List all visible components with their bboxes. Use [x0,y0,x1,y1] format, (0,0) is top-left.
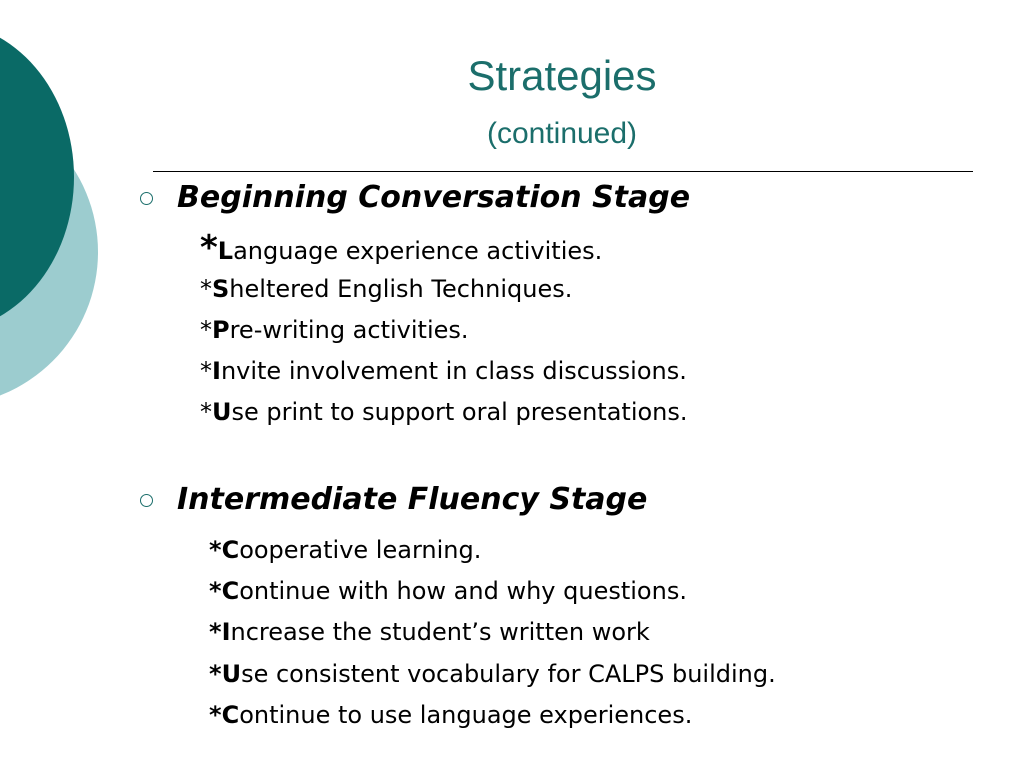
asterisk-mark: * [200,357,212,385]
item-text: se consistent vocabulary for CALPS building. [241,659,776,688]
asterisk-mark: * [200,398,212,426]
item-initial: S [212,275,230,303]
item-initial: P [212,316,230,344]
strategy-item [209,571,776,612]
strategy-list [200,228,688,433]
item-initial: I [221,618,231,647]
asterisk-mark: * [209,659,222,688]
strategy-item [200,228,688,269]
bullet-circle-icon [140,192,153,205]
item-initial: U [212,398,232,426]
item-text: ontinue to use language experiences. [239,700,693,729]
section-heading: Beginning Conversation Stage [177,180,691,215]
strategy-item [200,392,688,433]
item-text: re-writing activities. [229,316,469,344]
item-initial: U [221,659,242,688]
item-initial: I [212,357,221,385]
strategy-item [200,269,688,310]
asterisk-mark: * [200,228,218,268]
asterisk-mark: * [209,577,222,606]
strategy-item [200,351,688,392]
item-text: nvite involvement in class discussions. [220,357,687,385]
strategy-item [209,654,776,695]
bullet-circle-icon [140,494,153,507]
item-text: heltered English Techniques. [229,275,573,303]
item-text: ooperative learning. [239,536,482,564]
strategy-item [200,310,688,351]
asterisk-mark: * [209,700,222,729]
asterisk-mark: * [209,618,222,647]
strategy-item [209,530,776,571]
item-text: anguage experience activities. [233,237,603,265]
item-initial: C [221,536,240,564]
item-initial: C [221,577,240,606]
item-text: se print to support oral presentations. [231,398,688,426]
strategy-list [209,530,776,736]
slide-title: Strategies [467,52,657,99]
asterisk-mark: * [200,275,212,303]
strategy-item [209,612,776,653]
item-text: ncrease the student’s written work [230,618,650,647]
asterisk-mark: * [209,536,222,564]
title-divider [153,171,973,172]
item-text: ontinue with how and why questions. [239,577,687,606]
slide-subtitle: (continued) [486,117,638,150]
item-initial: C [221,700,240,729]
strategy-item [209,695,776,736]
item-initial: L [217,237,234,265]
section-heading: Intermediate Fluency Stage [177,482,648,517]
asterisk-mark: * [200,316,212,344]
